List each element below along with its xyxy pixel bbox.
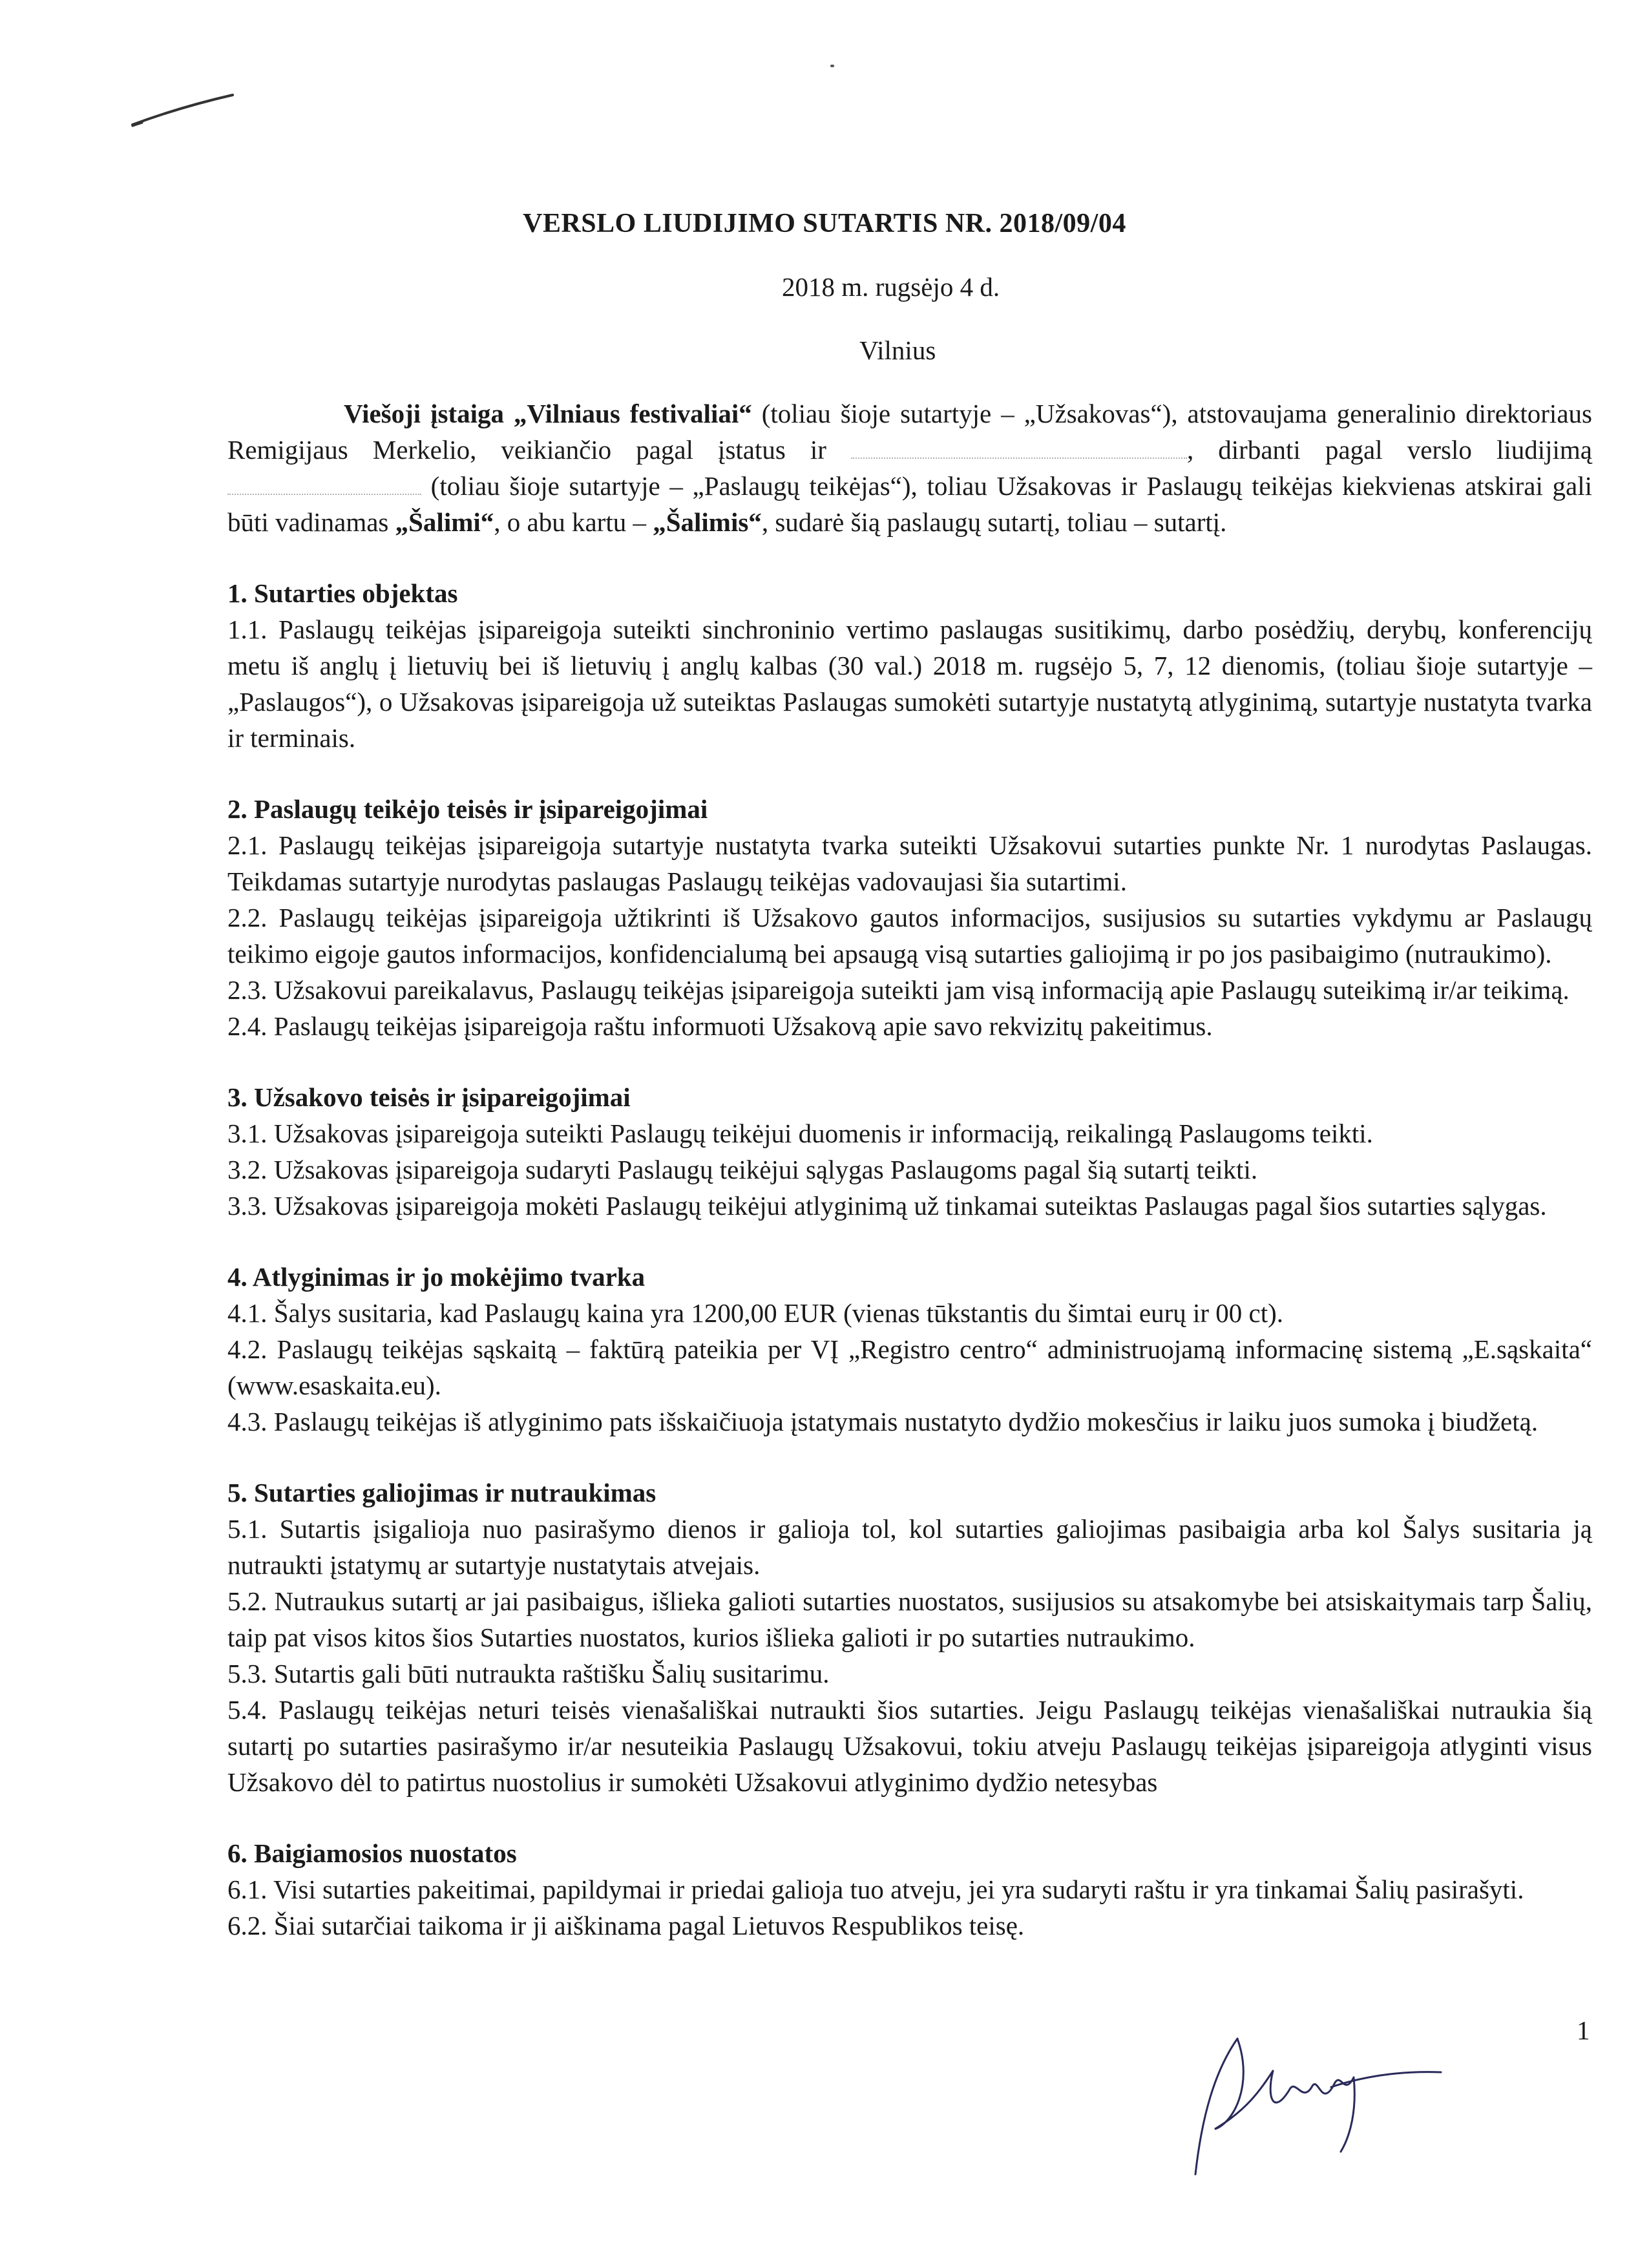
clause: 6.1. Visi sutarties pakeitimai, papildymai ir priedai galioja tuo atveju, jei yra sudaryti raštu ir yra tinkamai Šalių pasirašyti. [227,1874,1524,1904]
clause: 2.1. Paslaugų teikėjas įsipareigoja sutartyje nustatyta tvarka suteikti Užsakovui sutarties punkte Nr. 1 nurodytas Paslaugas. Teikdamas sutartyje nurodytas paslaugas Paslaugų teikėjas vadovaujasi šia sutartimi. [227,830,1592,896]
handwritten-signature-icon [1176,2013,1447,2207]
clause: 6.2. Šiai sutarčiai taikoma ir ji aiškinama pagal Lietuvos Respublikos teisę. [227,1911,1025,1940]
pen-stroke-mark-icon [129,87,239,132]
clause: 5.3. Sutartis gali būti nutraukta raštišku Šalių susitarimu. [227,1659,830,1688]
contract-body [227,395,1592,1944]
clause: 4.3. Paslaugų teikėjas iš atlyginimo pats išskaičiuoja įstatymais nustatyto dydžio mokesčius ir laiku juos sumoka į biudžetą. [227,1407,1539,1436]
clause: 1.1. Paslaugų teikėjas įsipareigoja suteikti sinchroninio vertimo paslaugas susitikimų, darbo posėdžių, derybų, konferencijų metu iš anglų į lietuvių bei iš lietuvių į anglų kalbas (30 val.) 2018 m. rugsėjo 5, 7, 12 dienomis, (toliau šioje sutartyje – „Paslaugos“), o Užsakovas įsipareigoja už suteiktas Paslaugas sumokėti sutartyje nustatytą atlyginimą, sutartyje nustatyta tvarka ir terminais. [227,614,1592,753]
clause: 2.3. Užsakovui pareikalavus, Paslaugų teikėjas įsipareigoja suteikti jam visą informaciją apie Paslaugų suteikimą ir/ar teikimą. [227,975,1570,1005]
section-title: 1. Sutarties objektas [227,578,458,608]
scan-speck [830,65,834,67]
document-date: 2018 m. rugsėjo 4 d. [782,272,1000,302]
clause: 4.2. Paslaugų teikėjas sąskaitą – faktūrą pateikia per VĮ „Registro centro“ administruojamą informacinę sistemą „E.sąskaita“ (www.esaskaita.eu). [227,1334,1592,1400]
clause: 3.1. Užsakovas įsipareigoja suteikti Paslaugų teikėjui duomenis ir informaciją, reikalingą Paslaugoms teikti. [227,1118,1373,1148]
clause: 3.2. Užsakovas įsipareigoja sudaryti Paslaugų teikėjui sąlygas Paslaugoms pagal šią sutartį teikti. [227,1155,1258,1184]
intro-paragraph [227,395,1592,540]
clause: 2.2. Paslaugų teikėjas įsipareigoja užtikrinti iš Užsakovo gautos informacijos, susijusios su sutarties vykdymu ar Paslaugų teikimo eigoje gautos informacijos, konfidencialumą bei apsaugą visą sutarties galiojimą ir po jos pasibaigimo (nutraukimo). [227,903,1592,969]
spacer [227,1440,1592,1475]
clause: 5.2. Nutraukus sutartį ar jai pasibaigus, išlieka galioti sutarties nuostatos, susijusios su atsakomybe bei atsiskaitymais tarp Šalių, taip pat visos kitos šios Sutarties nuostatos, kurios išlieka galioti ir po sutarties nutraukimo. [227,1586,1592,1652]
section-title: 5. Sutarties galiojimas ir nutraukimas [227,1478,656,1507]
section-title: 2. Paslaugų teikėjo teisės ir įsipareigojimai [227,794,708,824]
intro-salimi: „Šalimi“ [395,507,494,537]
clause: 5.1. Sutartis įsigalioja nuo pasirašymo dienos ir galioja tol, kol sutarties galiojimas pasibaigia arba kol Šalys susitaria ją nutraukti įstatymų ar sutartyje nustatytais atvejais. [227,1514,1592,1580]
section-title: 6. Baigiamosios nuostatos [227,1838,517,1868]
spacer [227,756,1592,791]
spacer [227,1224,1592,1259]
clause: 2.4. Paslaugų teikėjas įsipareigoja raštu informuoti Užsakovą apie savo rekvizitų pakeitimus. [227,1011,1213,1041]
redacted-blank [851,438,1187,459]
intro-text-4: , o abu kartu – [494,507,653,537]
section-title: 3. Užsakovo teisės ir įsipareigojimai [227,1082,631,1112]
spacer [227,1044,1592,1079]
document-city: Vilnius [859,335,936,365]
intro-party-name: Viešoji įstaiga „Vilniaus festivaliai“ [344,399,752,428]
intro-salimis: „Šalimis“ [653,507,762,537]
spacer [227,540,1592,575]
clause: 3.3. Užsakovas įsipareigoja mokėti Paslaugų teikėjui atlyginimą už tinkamai suteiktas Paslaugas pagal šios sutarties sąlygas. [227,1191,1547,1221]
section-title: 4. Atlyginimas ir jo mokėjimo tvarka [227,1262,646,1292]
intro-text-5: , sudarė šią paslaugų sutartį, toliau – sutartį. [761,507,1227,537]
document-title: VERSLO LIUDIJIMO SUTARTIS NR. 2018/09/04 [523,209,1126,238]
intro-text-2: , dirbanti pagal verslo liudijimą [1186,435,1592,465]
page-number: 1 [1577,2015,1590,2045]
clause: 4.1. Šalys susitaria, kad Paslaugų kaina yra 1200,00 EUR (vienas tūkstantis du šimtai eurų ir 00 ct). [227,1298,1284,1328]
intro-text-3: (toliau šioje sutartyje – „Paslaugų teikėjas“), toliau Užsakovas ir Paslaugų teikėjas kiekvienas atskirai gali būti vadinamas [227,471,1592,537]
intro-text-1: (toliau šioje sutartyje – „Užsakovas“), atstovaujama generalinio direktoriaus Remigijaus Merkelio, veikiančio pagal įstatus ir [227,399,1592,465]
redacted-blank [227,474,421,495]
spacer [227,1800,1592,1835]
clause: 5.4. Paslaugų teikėjas neturi teisės vienašališkai nutraukti šios sutarties. Jeigu Paslaugų teikėjas vienašališkai nutraukia šią sutartį po sutarties pasirašymo ir/ar nesuteikia Paslaugų Užsakovui, tokiu atveju Paslaugų teikėjas įsipareigoja atlyginti visus Užsakovo dėl to patirtus nuostolius ir sumokėti Užsakovui atlyginimo dydžio netesybas [227,1695,1592,1797]
